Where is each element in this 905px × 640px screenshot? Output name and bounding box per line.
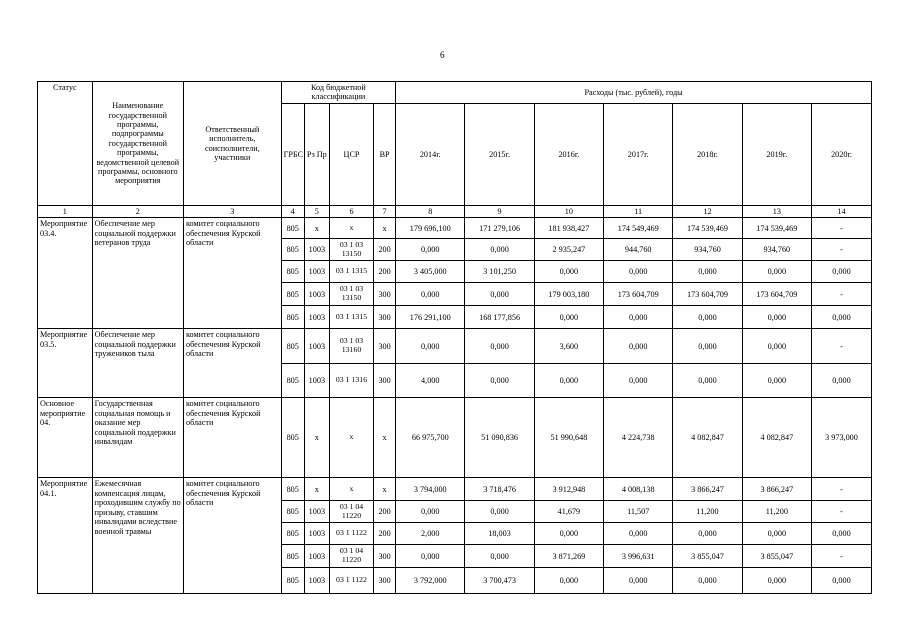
header-rzpr: Рз Пр (304, 104, 329, 206)
csr-cell: 03 1 1315 (329, 306, 373, 329)
value-cell: 168 177,856 (465, 306, 534, 329)
vr-cell: 300 (374, 364, 396, 398)
csr-cell: 03 1 03 13160 (329, 329, 373, 364)
value-cell: 0,000 (465, 364, 534, 398)
vr-cell: х (374, 478, 396, 501)
grbs-cell: 805 (281, 398, 304, 478)
vr-cell: 200 (374, 501, 396, 523)
value-cell: - (811, 478, 871, 501)
table-body (38, 218, 872, 594)
value-cell: 3 718,476 (465, 478, 534, 501)
table-row (38, 329, 872, 364)
value-cell: 0,000 (465, 501, 534, 523)
value-cell: 0,000 (811, 261, 871, 283)
value-cell: 0,000 (534, 261, 603, 283)
row-executor-cell: комитет социального обеспечения Курской области (183, 218, 281, 329)
grbs-cell: 805 (281, 523, 304, 545)
value-cell: 0,000 (742, 364, 811, 398)
value-cell: 0,000 (742, 523, 811, 545)
column-number: 9 (465, 206, 534, 218)
rzpr-cell: 1003 (304, 329, 329, 364)
rzpr-cell: х (304, 478, 329, 501)
vr-cell: 300 (374, 545, 396, 568)
csr-cell: 03 1 04 11220 (329, 501, 373, 523)
value-cell: - (811, 218, 871, 239)
csr-cell: 03 1 1316 (329, 364, 373, 398)
value-cell: 51 990,648 (534, 398, 603, 478)
value-cell: 3 871,269 (534, 545, 603, 568)
value-cell: 18,003 (465, 523, 534, 545)
value-cell: 0,000 (534, 364, 603, 398)
rzpr-cell: х (304, 218, 329, 239)
value-cell: 3 996,631 (604, 545, 673, 568)
value-cell: 66 975,700 (396, 398, 465, 478)
header-expenses: Расходы (тыс. рублей), годы (396, 82, 872, 104)
grbs-cell: 805 (281, 501, 304, 523)
value-cell: 0,000 (604, 306, 673, 329)
value-cell: 0,000 (465, 329, 534, 364)
row-status-cell: Мероприятие 03.5. (38, 329, 93, 398)
header-name: Наименование государственной программы, подпрограммы государственной программы, ведомственной целевой программы, основного мероприятия (92, 82, 183, 206)
value-cell: 2 935,247 (534, 239, 603, 261)
value-cell: 3 973,000 (811, 398, 871, 478)
header-status: Статус (38, 82, 93, 206)
vr-cell: х (374, 218, 396, 239)
table-row (38, 398, 872, 478)
value-cell: 3 866,247 (673, 478, 742, 501)
header-year: 2014г. (396, 104, 465, 206)
value-cell: 3 792,000 (396, 568, 465, 594)
value-cell: 4 224,738 (604, 398, 673, 478)
vr-cell: 300 (374, 283, 396, 306)
value-cell: - (811, 545, 871, 568)
value-cell: - (811, 329, 871, 364)
value-cell: 3,600 (534, 329, 603, 364)
csr-cell: х (329, 398, 373, 478)
value-cell: 3 855,047 (673, 545, 742, 568)
rzpr-cell: 1003 (304, 261, 329, 283)
value-cell: 0,000 (811, 364, 871, 398)
csr-cell: 03 1 03 13150 (329, 283, 373, 306)
row-status-cell: Мероприятие 04.1. (38, 478, 93, 594)
value-cell: 0,000 (465, 239, 534, 261)
value-cell: 0,000 (742, 568, 811, 594)
header-year: 2018г. (673, 104, 742, 206)
value-cell: 173 604,709 (673, 283, 742, 306)
grbs-cell: 805 (281, 218, 304, 239)
grbs-cell: 805 (281, 364, 304, 398)
value-cell: 0,000 (673, 261, 742, 283)
value-cell: 3 912,948 (534, 478, 603, 501)
csr-cell: 03 1 1315 (329, 261, 373, 283)
vr-cell: 300 (374, 568, 396, 594)
header-year: 2020г. (811, 104, 871, 206)
value-cell: 934,760 (673, 239, 742, 261)
header-csr: ЦСР (329, 104, 373, 206)
value-cell: 0,000 (396, 283, 465, 306)
value-cell: 3 855,047 (742, 545, 811, 568)
column-number: 14 (811, 206, 871, 218)
vr-cell: 200 (374, 523, 396, 545)
grbs-cell: 805 (281, 306, 304, 329)
vr-cell: х (374, 398, 396, 478)
value-cell: 0,000 (534, 568, 603, 594)
value-cell: 0,000 (396, 239, 465, 261)
value-cell: - (811, 239, 871, 261)
value-cell: 0,000 (673, 306, 742, 329)
grbs-cell: 805 (281, 568, 304, 594)
column-number-row (38, 206, 872, 218)
value-cell: 174 539,469 (742, 218, 811, 239)
column-number: 6 (329, 206, 373, 218)
vr-cell: 200 (374, 239, 396, 261)
value-cell: 0,000 (534, 523, 603, 545)
value-cell: 2,000 (396, 523, 465, 545)
value-cell: 4 082,847 (742, 398, 811, 478)
vr-cell: 300 (374, 306, 396, 329)
table-row (38, 478, 872, 501)
grbs-cell: 805 (281, 478, 304, 501)
grbs-cell: 805 (281, 239, 304, 261)
value-cell: 3 700,473 (465, 568, 534, 594)
value-cell: 173 604,709 (742, 283, 811, 306)
value-cell: 0,000 (742, 306, 811, 329)
value-cell: 176 291,100 (396, 306, 465, 329)
column-number: 13 (742, 206, 811, 218)
value-cell: 0,000 (811, 568, 871, 594)
value-cell: 181 938,427 (534, 218, 603, 239)
csr-cell: 03 1 1122 (329, 568, 373, 594)
value-cell: 174 549,469 (604, 218, 673, 239)
column-number: 2 (92, 206, 183, 218)
csr-cell: х (329, 478, 373, 501)
rzpr-cell: 1003 (304, 283, 329, 306)
column-number: 8 (396, 206, 465, 218)
row-status-cell: Основное мероприятие 04. (38, 398, 93, 478)
budget-table (37, 81, 872, 594)
rzpr-cell: 1003 (304, 501, 329, 523)
value-cell: 0,000 (811, 523, 871, 545)
rzpr-cell: 1003 (304, 239, 329, 261)
value-cell: 3 101,250 (465, 261, 534, 283)
value-cell: 0,000 (811, 306, 871, 329)
value-cell: 179 696,100 (396, 218, 465, 239)
value-cell: 0,000 (673, 364, 742, 398)
value-cell: 0,000 (396, 545, 465, 568)
value-cell: 0,000 (673, 329, 742, 364)
value-cell: 11,507 (604, 501, 673, 523)
header-executor: Ответственный исполнитель, соисполнители, участники (183, 82, 281, 206)
value-cell: 0,000 (465, 545, 534, 568)
header-budget-code: Код бюджетной классификации (281, 82, 395, 104)
vr-cell: 300 (374, 329, 396, 364)
value-cell: 11,200 (673, 501, 742, 523)
value-cell: 0,000 (604, 364, 673, 398)
column-number: 12 (673, 206, 742, 218)
header-year: 2015г. (465, 104, 534, 206)
rzpr-cell: 1003 (304, 364, 329, 398)
header-year: 2019г. (742, 104, 811, 206)
value-cell: - (811, 501, 871, 523)
column-number: 1 (38, 206, 93, 218)
column-number: 7 (374, 206, 396, 218)
csr-cell: 03 1 1122 (329, 523, 373, 545)
value-cell: 0,000 (604, 261, 673, 283)
rzpr-cell: 1003 (304, 523, 329, 545)
value-cell: 11,200 (742, 501, 811, 523)
header-vr: ВР (374, 104, 396, 206)
value-cell: 41,679 (534, 501, 603, 523)
page-number: 6 (440, 50, 445, 60)
value-cell: 0,000 (534, 306, 603, 329)
value-cell: 0,000 (604, 523, 673, 545)
column-number: 10 (534, 206, 603, 218)
grbs-cell: 805 (281, 545, 304, 568)
row-name-cell: Ежемесячная компенсация лицам, проходившим службу по призыву, ставшим инвалидами вследствие военной травмы (92, 478, 183, 594)
row-name-cell: Обеспечение мер социальной поддержки ветеранов труда (92, 218, 183, 329)
grbs-cell: 805 (281, 329, 304, 364)
rzpr-cell: 1003 (304, 545, 329, 568)
value-cell: 944,760 (604, 239, 673, 261)
value-cell: 3 866,247 (742, 478, 811, 501)
value-cell: 51 090,836 (465, 398, 534, 478)
column-number: 5 (304, 206, 329, 218)
grbs-cell: 805 (281, 283, 304, 306)
csr-cell: 03 1 04 11220 (329, 545, 373, 568)
rzpr-cell: 1003 (304, 306, 329, 329)
row-executor-cell: комитет социального обеспечения Курской области (183, 398, 281, 478)
vr-cell: 200 (374, 261, 396, 283)
value-cell: 4 082,847 (673, 398, 742, 478)
value-cell: 0,000 (673, 568, 742, 594)
row-executor-cell: комитет социального обеспечения Курской области (183, 478, 281, 594)
value-cell: 179 003,180 (534, 283, 603, 306)
value-cell: 173 604,709 (604, 283, 673, 306)
value-cell: - (811, 283, 871, 306)
value-cell: 174 539,469 (673, 218, 742, 239)
value-cell: 3 794,000 (396, 478, 465, 501)
value-cell: 0,000 (673, 523, 742, 545)
value-cell: 0,000 (604, 568, 673, 594)
csr-cell: х (329, 218, 373, 239)
value-cell: 934,760 (742, 239, 811, 261)
value-cell: 3 405,000 (396, 261, 465, 283)
value-cell: 171 279,106 (465, 218, 534, 239)
column-number: 3 (183, 206, 281, 218)
row-name-cell: Обеспечение мер социальной поддержки тружеников тыла (92, 329, 183, 398)
value-cell: 0,000 (742, 329, 811, 364)
csr-cell: 03 1 03 13150 (329, 239, 373, 261)
table-row (38, 218, 872, 239)
value-cell: 0,000 (465, 283, 534, 306)
header-year: 2017г. (604, 104, 673, 206)
value-cell: 0,000 (396, 329, 465, 364)
column-number: 4 (281, 206, 304, 218)
row-status-cell: Мероприятие 03.4. (38, 218, 93, 329)
rzpr-cell: 1003 (304, 568, 329, 594)
header-year: 2016г. (534, 104, 603, 206)
column-number: 11 (604, 206, 673, 218)
value-cell: 4,000 (396, 364, 465, 398)
value-cell: 0,000 (604, 329, 673, 364)
row-executor-cell: комитет социального обеспечения Курской области (183, 329, 281, 398)
value-cell: 0,000 (396, 501, 465, 523)
header-grbs: ГРБС (281, 104, 304, 206)
grbs-cell: 805 (281, 261, 304, 283)
rzpr-cell: х (304, 398, 329, 478)
value-cell: 4 008,138 (604, 478, 673, 501)
row-name-cell: Государственная социальная помощь и оказание мер социальной поддержки инвалидам (92, 398, 183, 478)
value-cell: 0,000 (742, 261, 811, 283)
